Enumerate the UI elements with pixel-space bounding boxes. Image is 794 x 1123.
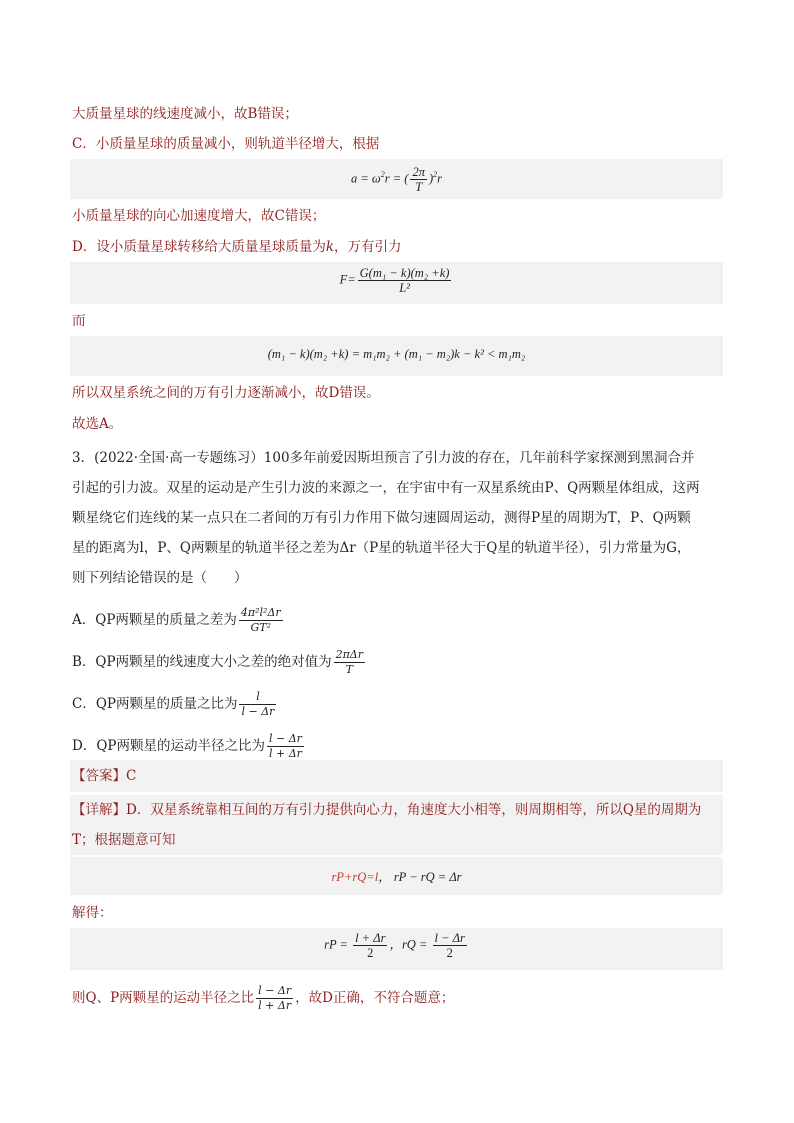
answer-label: 【答案】C (72, 768, 137, 784)
text-line: D．设小质量星球转移给大质量星球质量为k，万有引力 (72, 239, 402, 255)
text-line: 则Q、P两颗星的运动半径之比 $\frac{l - \Delta r}{l + \Delta r}$ ，故D正确，不符合题意； (72, 984, 455, 1012)
equation-band (70, 336, 723, 376)
equation-band (70, 262, 723, 304)
option-b: B．QP两颗星的线速度大小之差的绝对值为 $\frac{\text{2πΔr}}{T}$ (72, 648, 364, 676)
equation-band (70, 159, 723, 199)
text-line: 大质量星球的线速度减小，故B错误； (72, 106, 298, 122)
question-text: 3．(2022·全国·高一专题练习）100多年前爱因斯坦预言了引力波的存在，几年前科学家探测到黑洞合并 (72, 450, 695, 466)
option-c: C．QP两颗星的质量之比为 $\frac{l}{l - \Delta r}$ (72, 690, 275, 718)
option-d: D．QP两颗星的运动半径之比为 $\frac{l - \Delta r}{l + \Delta r}$ (72, 732, 302, 760)
text-line: 小质量星球的向心加速度增大，故C错误； (72, 208, 326, 224)
text-line: 所以双星系统之间的万有引力逐渐减小，故D错误。 (72, 385, 380, 401)
equation-radii: rP+rQ=l， rP − rQ = Δr (331, 870, 462, 884)
equation-gravity: F= $\frac{\text{G(m₁ − k)(m₂ +k)}}{\text{L²}}$ (339, 266, 450, 295)
text-line: 而 (72, 313, 86, 329)
option-a: A．QP两颗星的质量之差为 $\frac{\text{4π²l²Δr}}{\text{GT²}}$ (72, 606, 281, 634)
equation-band (70, 857, 723, 895)
answer-band (70, 760, 723, 792)
equation-inequality: (m₁ − k)(m₂ +k) = m₁m₂ + (m₁ − m₂)k − k² < m₁m₂ (267, 347, 526, 361)
question-text: 星的距离为l，P、Q两颗星的轨道半径之差为Δr（P星的轨道半径大于Q星的轨道半径），引力常量为G， (72, 540, 691, 556)
question-text: 颗星绕它们连线的某一点只在二者间的万有引力作用下做匀速圆周运动，测得P星的周期为T，P、Q两颗 (72, 510, 691, 526)
text-line: 故选A。 (72, 416, 123, 432)
question-text: 引起的引力波。双星的运动是产生引力波的来源之一，在宇宙中有一双星系统由P、Q两颗星体组成，这两 (72, 480, 700, 496)
detail-text: T；根据题意可知 (72, 832, 176, 848)
equation-acceleration: $a = \omega^2r$ = ( $\frac{2\pi}{T}$ )$^2$r (350, 165, 443, 194)
text-line: C．小质量星球的质量减小，则轨道半径增大，根据 (72, 136, 380, 152)
text-line: 解得： (72, 905, 113, 921)
detail-text: 【详解】D．双星系统靠相互间的万有引力提供向心力，角速度大小相等，则周期相等，所以Q星的周期为 (72, 802, 702, 818)
question-text: 则下列结论错误的是（ ） (72, 570, 248, 586)
equation-solution: rP = $\frac{l + \Delta r}{2}$ ，rQ = $\frac{l - \Delta r}{2}$ (324, 931, 465, 960)
equation-band (70, 928, 723, 970)
